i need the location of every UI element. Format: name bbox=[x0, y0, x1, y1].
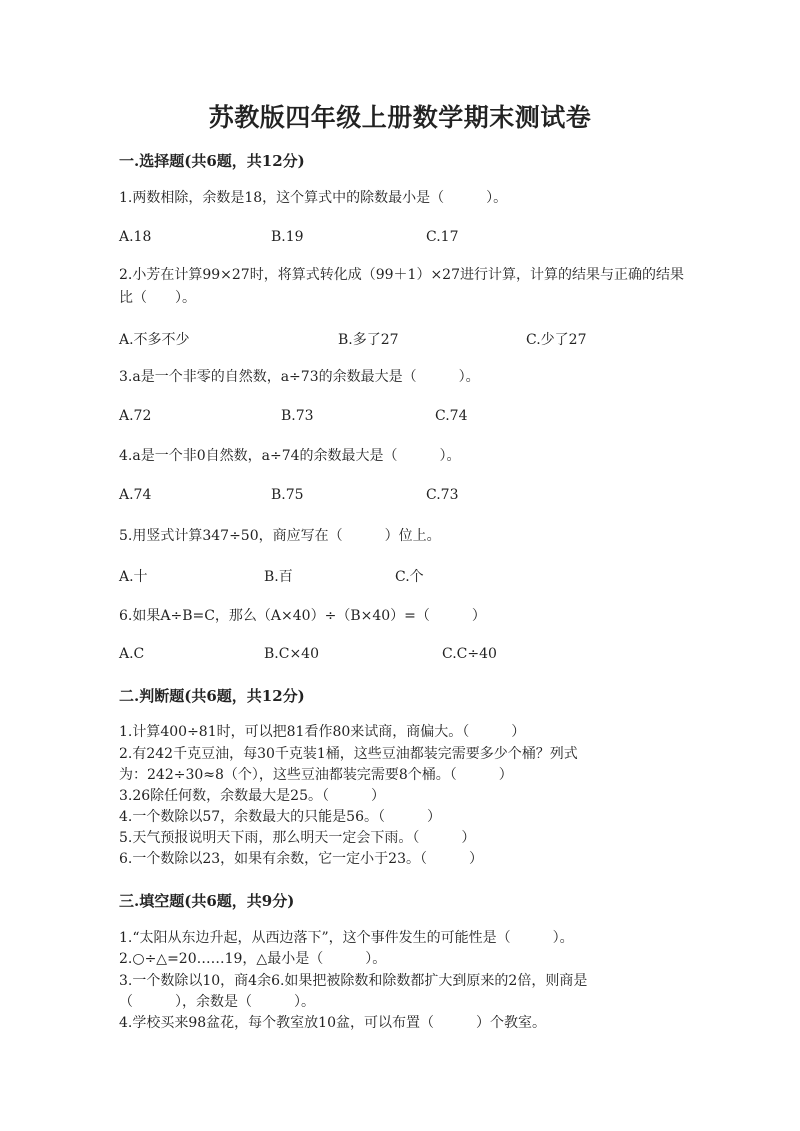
choice-options-5 bbox=[119, 566, 719, 588]
judge-line-4: 4.一个数除以57，余数最大的只能是56。（ ） bbox=[119, 809, 441, 825]
choice-question-3: 3.a是一个非零的自然数，a÷73的余数最大是（ ）。 bbox=[119, 369, 480, 385]
option-c: C.17 bbox=[426, 229, 459, 245]
option-c: C.74 bbox=[435, 408, 468, 424]
judge-line-5: 5.天气预报说明天下雨，那么明天一定会下雨。（ ） bbox=[119, 830, 476, 846]
option-c: C.73 bbox=[426, 487, 459, 503]
choice-question-1: 1.两数相除，余数是18，这个算式中的除数最小是（ ）。 bbox=[119, 190, 508, 206]
option-c: C.C÷40 bbox=[442, 646, 497, 662]
choice-question-6: 6.如果A÷B=C，那么（A×40）÷（B×40）=（ ） bbox=[119, 608, 486, 624]
choice-options-3 bbox=[119, 408, 719, 430]
choice-question-5: 5.用竖式计算347÷50，商应写在（ ）位上。 bbox=[119, 528, 441, 544]
fill-line-3-cont: （ ），余数是（ ）。 bbox=[119, 994, 315, 1010]
option-a: A.72 bbox=[119, 408, 152, 424]
option-b: B.75 bbox=[271, 487, 304, 503]
option-b: B.C×40 bbox=[264, 646, 319, 662]
option-b: B.多了27 bbox=[338, 332, 399, 348]
choice-options-2 bbox=[119, 329, 719, 351]
page-title: 苏教版四年级上册数学期末测试卷 bbox=[208, 103, 592, 132]
section-heading-judge: 二.判断题(共6题，共12分) bbox=[119, 687, 305, 705]
choice-options-6 bbox=[119, 646, 719, 668]
judge-line-1: 1.计算400÷81时，可以把81看作80来试商，商偏大。（ ） bbox=[119, 724, 526, 740]
option-b: B.百 bbox=[264, 569, 293, 585]
option-a: A.74 bbox=[119, 487, 152, 503]
option-a: A.十 bbox=[119, 569, 148, 585]
option-a: A.18 bbox=[119, 229, 152, 245]
fill-line-3: 3.一个数除以10，商4余6.如果把被除数和除数都扩大到原来的2倍，则商是 bbox=[119, 973, 588, 989]
fill-line-2: 2.○÷△=20……19，△最小是（ ）。 bbox=[119, 951, 387, 967]
option-a: A.不多不少 bbox=[119, 332, 190, 348]
fill-line-4: 4.学校买来98盆花，每个教室放10盆，可以布置（ ）个教室。 bbox=[119, 1015, 546, 1031]
section-heading-choice: 一.选择题(共6题，共12分) bbox=[119, 152, 305, 170]
option-b: B.19 bbox=[271, 229, 304, 245]
option-c: C.个 bbox=[395, 569, 424, 585]
choice-options-4 bbox=[119, 487, 719, 509]
option-a: A.C bbox=[119, 646, 145, 662]
option-c: C.少了27 bbox=[526, 332, 587, 348]
judge-line-3: 3.26除任何数，余数最大是25。（ ） bbox=[119, 788, 385, 804]
choice-question-4: 4.a是一个非0自然数，a÷74的余数最大是（ ）。 bbox=[119, 448, 461, 464]
section-heading-fill: 三.填空题(共6题，共9分) bbox=[119, 892, 295, 910]
judge-line-6: 6.一个数除以23，如果有余数，它一定小于23。（ ） bbox=[119, 851, 483, 867]
judge-line-2-cont: 为：242÷30≈8（个），这些豆油都装完需要8个桶。（ ） bbox=[119, 767, 513, 783]
fill-line-1: 1.“太阳从东边升起，从西边落下”，这个事件发生的可能性是（ ）。 bbox=[119, 930, 574, 946]
option-b: B.73 bbox=[281, 408, 314, 424]
choice-options-1 bbox=[119, 229, 719, 251]
choice-question-2: 2.小芳在计算99×27时，将算式转化成（99＋1）×27进行计算，计算的结果与正确的结果比（ ）。 bbox=[119, 267, 684, 306]
judge-line-2: 2.有242千克豆油，每30千克装1桶，这些豆油都装完需要多少个桶？列式 bbox=[119, 746, 578, 762]
